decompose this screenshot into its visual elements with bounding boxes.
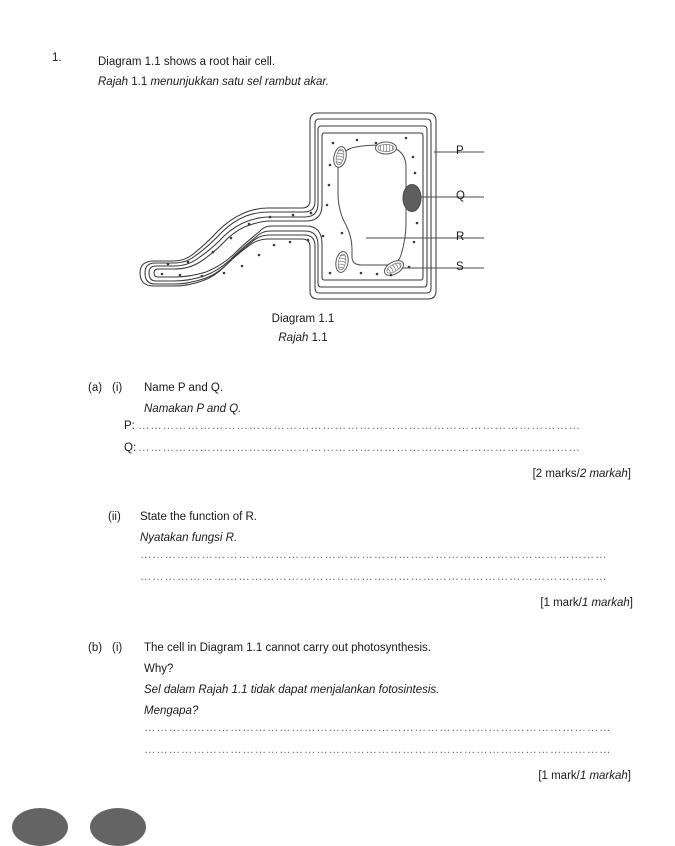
mitochondrion-2 (376, 142, 397, 154)
question-stem-english-text: Diagram 1.1 shows a root hair cell. (98, 56, 276, 68)
part-b-i-question-row-2 (88, 659, 633, 680)
question-stem-malay (98, 72, 632, 92)
part-b-i-text-malay: Sel dalam Rajah 1.1 tidak dapat menjalankan fotosintesis. (144, 684, 440, 696)
answer-dots-a-ii-1: …………………………………………………………………………………………………… (140, 549, 608, 561)
question-header (52, 52, 632, 92)
part-b-i-marks-close: ] (627, 770, 631, 782)
part-a-ii-question-row (108, 507, 633, 528)
question-part-b-i (88, 638, 633, 782)
part-b-i-marks (88, 770, 633, 782)
part-a-ii-marks-malay: 1 markah (581, 597, 630, 609)
answer-prefix-q: Q: (124, 442, 137, 454)
cell-diagram-svg (118, 105, 488, 310)
answer-line-a-ii-1[interactable] (108, 549, 633, 571)
part-a-ii-roman: (ii) (108, 511, 121, 523)
answer-dots-b-i-2: …………………………………………………………………………………………………… (144, 744, 612, 756)
part-b-i-question-row-malay (88, 680, 633, 701)
part-a-i-question-row (88, 378, 633, 399)
caption-malay-number: 1.1 (308, 332, 328, 344)
diagram-label-q: Q (456, 190, 465, 202)
answer-dots-b-i-1: …………………………………………………………………………………………………… (144, 722, 612, 734)
question-stem-malay-number: 1.1 (128, 76, 151, 88)
part-b-i-question-row (88, 638, 633, 659)
vacuole-outline (338, 145, 406, 265)
part-a-ii-marks-english: [1 mark/ (540, 597, 582, 609)
answer-prefix-p: P: (124, 420, 135, 432)
bottom-oval-shape-1 (12, 808, 68, 846)
root-hair-cell-diagram (118, 105, 488, 310)
part-a-i-marks-close: ] (627, 468, 631, 480)
part-b-i-question-row-malay-2 (88, 701, 633, 722)
caption-english: Diagram 1.1 (271, 313, 335, 325)
part-b-i-marks-malay: 1 markah (579, 770, 628, 782)
part-a-label: (a) (88, 382, 103, 394)
part-b-i-roman: (i) (112, 642, 123, 654)
part-a-ii-marks-close: ] (629, 597, 633, 609)
answer-line-p[interactable] (88, 420, 633, 442)
answer-dots-a-ii-2: …………………………………………………………………………………………………… (140, 571, 608, 583)
answer-line-b-i-2[interactable] (88, 744, 633, 766)
part-b-i-text-english: The cell in Diagram 1.1 cannot carry out photosynthesis. (144, 642, 432, 654)
question-stem-english (98, 52, 632, 72)
part-b-label: (b) (88, 642, 103, 654)
caption-malay (118, 329, 488, 348)
question-part-a-i (88, 378, 633, 480)
part-a-i-text-malay: Namakan P and Q. (144, 403, 242, 415)
diagram-label-r: R (456, 231, 465, 243)
answer-line-q[interactable] (88, 442, 633, 464)
question-stem-malay-word: Rajah (98, 76, 129, 88)
part-a-ii-marks (108, 597, 633, 609)
question-number: 1. (52, 52, 62, 64)
diagram-label-s: S (456, 261, 464, 273)
part-b-i-text-english-2: Why? (144, 663, 174, 675)
part-a-i-marks-malay: 2 markah (579, 468, 628, 480)
answer-dots-p: ……………………………………………………………………………………………… (138, 420, 581, 432)
part-b-i-text-malay-2: Mengapa? (144, 705, 199, 717)
part-a-ii-question-row-malay (108, 528, 633, 549)
answer-dots-q: ……………………………………………………………………………………………… (138, 442, 581, 454)
caption-malay-word: Rajah (278, 332, 309, 344)
answer-line-a-ii-2[interactable] (108, 571, 633, 593)
part-a-ii-text-english: State the function of R. (140, 511, 257, 523)
part-a-i-text-english: Name P and Q. (144, 382, 224, 394)
nucleus (403, 185, 421, 212)
part-a-i-marks (88, 468, 633, 480)
diagram-caption (118, 310, 488, 348)
part-b-i-marks-english: [1 mark/ (538, 770, 580, 782)
part-a-i-roman: (i) (112, 382, 123, 394)
answer-line-b-i-1[interactable] (88, 722, 633, 744)
bottom-oval-shape-2 (90, 808, 146, 846)
part-a-i-question-row-malay (88, 399, 633, 420)
question-part-a-ii (108, 507, 633, 609)
part-a-ii-text-malay: Nyatakan fungsi R. (140, 532, 238, 544)
diagram-label-p: P (456, 145, 464, 157)
part-a-i-marks-english: [2 marks/ (532, 468, 580, 480)
question-stem-malay-rest: menunjukkan satu sel rambut akar. (150, 76, 330, 88)
mitochondrion-3 (334, 251, 349, 274)
